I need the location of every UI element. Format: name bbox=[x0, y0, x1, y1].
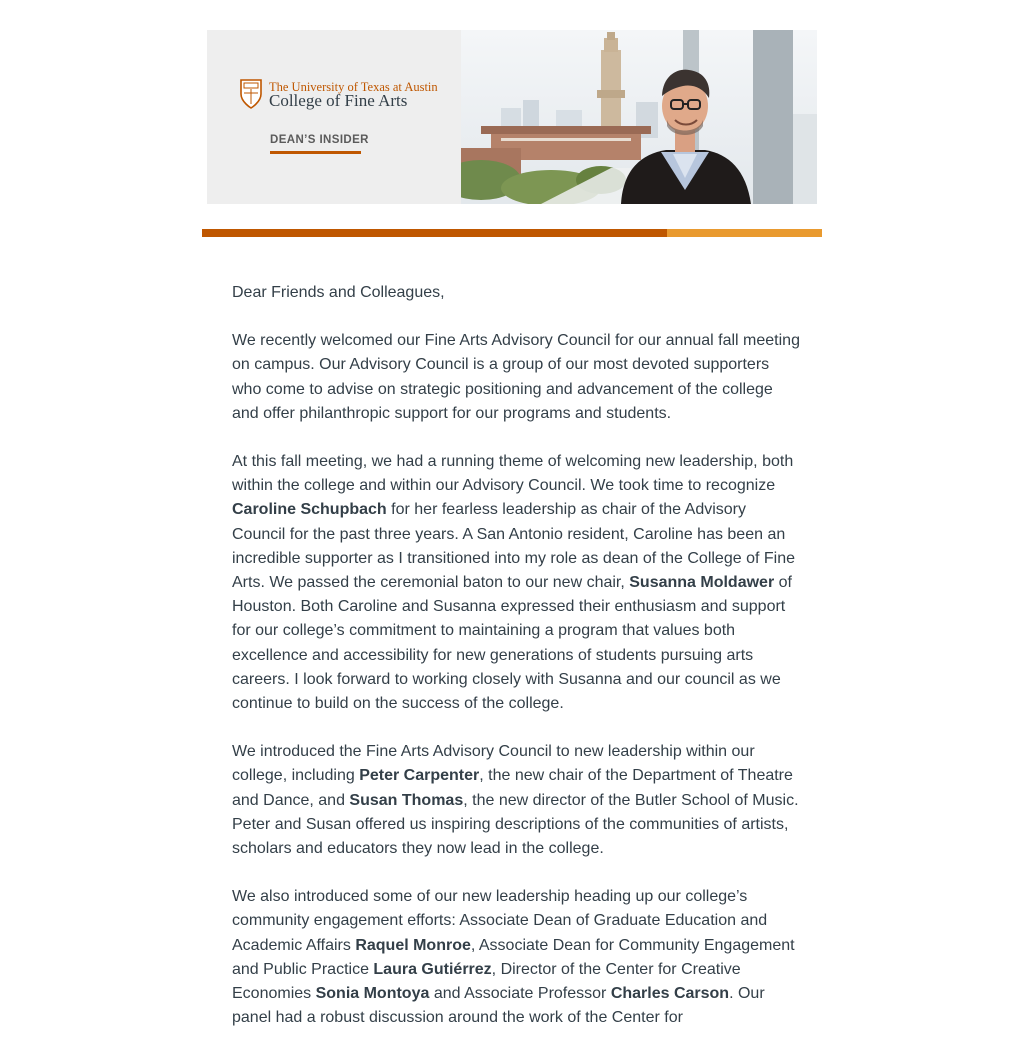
person-name: Raquel Monroe bbox=[355, 936, 471, 954]
paragraph-4: We also introduced some of our new leadership heading up our college’s community engagement efforts: Associate Dean of Graduate Education and Academic Affairs Raquel Monroe, Associate Dean for Community Engagement and Public Practice Laura Gutiérrez, Director of the Center for Creative Economies Sonia Montoya and Associate Professor Charles Carson. Our panel had a robust discussion around the work of the Center for bbox=[232, 888, 795, 1027]
paragraph-1: We recently welcomed our Fine Arts Advisory Council for our annual fall meeting on campus. Our Advisory Council is a group of our most devoted supporters who come to advise on strategic positioning and advancement of the college and offer philanthropic support for our programs and students. bbox=[232, 332, 800, 422]
paragraph-3: We introduced the Fine Arts Advisory Council to new leadership within our college, including Peter Carpenter, the new chair of the Department of Theatre and Dance, and Susan Thomas, the new director of the Butler School of Music. Peter and Susan offered us inspiring descriptions of the communities of artists, scholars and educators they now lead in the college. bbox=[232, 743, 799, 858]
person-name: Sonia Montoya bbox=[315, 985, 430, 1003]
newsletter-title: DEAN’S INSIDER bbox=[270, 134, 369, 146]
divider-gold-segment bbox=[667, 229, 822, 237]
greeting: Dear Friends and Colleagues, bbox=[232, 284, 445, 301]
divider-orange-segment bbox=[202, 229, 667, 237]
newsletter-title-underline bbox=[270, 151, 361, 154]
ut-shield-icon bbox=[239, 78, 263, 110]
letter-body bbox=[232, 281, 800, 1054]
dean-photo bbox=[461, 30, 817, 204]
person-name: Laura Gutiérrez bbox=[373, 960, 492, 978]
person-name: Susan Thomas bbox=[349, 791, 464, 809]
header-divider bbox=[202, 229, 822, 237]
person-name: Susanna Moldawer bbox=[629, 574, 775, 592]
paragraph-2: At this fall meeting, we had a running theme of welcoming new leadership, both within the college and within our Advisory Council. We took time to recognize Caroline Schupbach for her fearless leadership as chair of the Advisory Council for the past three years. A San Antonio resident, Caroline has been an incredible supporter as I transitioned into my role as dean of the College of Fine Arts. We passed the ceremonial baton to our new chair, Susanna Moldawer of Houston. Both Caroline and Susanna expressed their enthusiasm and support for our college’s commitment to maintaining a program that values both excellence and accessibility for new generations of students pursuing arts careers. I look forward to working closely with Susanna and our council as we continue to build on the success of the college. bbox=[232, 453, 795, 713]
college-name: College of Fine Arts bbox=[269, 91, 408, 110]
person-name: Charles Carson bbox=[610, 985, 730, 1003]
header-banner bbox=[207, 30, 817, 204]
person-name: Caroline Schupbach bbox=[232, 501, 387, 519]
brand-panel bbox=[207, 30, 461, 204]
university-name: The University of Texas at Austin bbox=[269, 80, 438, 94]
person-name: Peter Carpenter bbox=[359, 767, 480, 785]
